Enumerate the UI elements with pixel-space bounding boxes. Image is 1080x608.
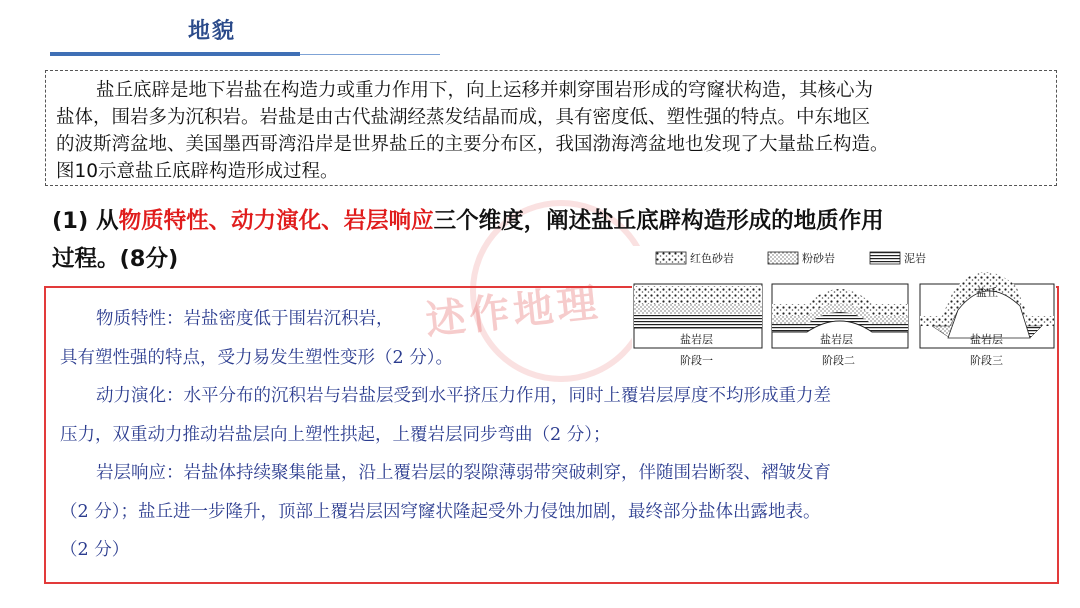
legend-siltstone: 粉砂岩 — [802, 252, 835, 265]
watermark-text: 述作地理 — [423, 279, 604, 345]
title-underline — [50, 52, 300, 56]
intro-line: 盐体，围岩多为沉积岩。岩盐是由古代盐湖经蒸发结晶而成，具有密度低、塑性强的特点。中东地区 — [56, 107, 871, 128]
stage-two-label: 阶段二 — [822, 354, 855, 367]
legend-mudstone: 泥岩 — [904, 252, 926, 265]
salt-dome-svg — [632, 246, 1056, 370]
question-middle: 三个维度，阐述盐丘底辟构造形成的地质作用 — [433, 208, 884, 234]
salt-dome-label: 盐丘 — [976, 286, 998, 299]
question-suffix: 过程。(8分) — [52, 246, 179, 272]
answer-line: 具有塑性强的特点，受力易发生塑性变形（2 分）。 — [60, 347, 453, 368]
figure-legend — [656, 251, 926, 265]
salt-layer-label: 盐岩层 — [680, 333, 713, 346]
stage-one-diagram — [634, 284, 762, 367]
intro-line: 盐丘底辟是地下岩盐在构造力或重力作用下，向上运移并刺穿围岩形成的穹窿状构造，其核心为 — [96, 80, 874, 101]
intro-line: 的波斯湾盆地、美国墨西哥湾沿岸是世界盐丘的主要分布区，我国渤海湾盆地也发现了大量盐丘构造。 — [56, 134, 889, 155]
stage-one-label: 阶段一 — [680, 354, 713, 367]
intro-paragraph-box — [45, 70, 1057, 186]
answer-line: （2 分）；盐丘进一步隆升，顶部上覆岩层因穹窿状隆起受外力侵蚀加剧，最终部分盐体出露地表。 — [60, 501, 821, 522]
salt-dome-diagram — [632, 246, 1056, 370]
salt-layer-label: 盐岩层 — [820, 333, 853, 346]
answer-line: 岩层响应：岩盐体持续聚集能量，沿上覆岩层的裂隙薄弱带突破刺穿，伴随围岩断裂、褶皱发育 — [96, 463, 831, 483]
stage-two-diagram — [772, 284, 908, 367]
stage-three-diagram — [920, 272, 1054, 367]
stage-three-label: 阶段三 — [970, 354, 1003, 367]
answer-line: 压力，双重动力推动岩盐层向上塑性拱起，上覆岩层同步弯曲（2 分）； — [60, 424, 611, 445]
question-prefix: (1) 从 — [52, 208, 119, 234]
answer-line: 动力演化：水平分布的沉积岩与岩盐层受到水平挤压力作用，同时上覆岩层厚度不均形成重力差 — [96, 386, 831, 406]
salt-layer-label: 盐岩层 — [970, 333, 1003, 346]
title-underline-thin — [300, 54, 440, 55]
legend-red-sandstone: 红色砂岩 — [690, 252, 734, 265]
answer-line: 物质特性：岩盐密度低于围岩沉积岩， — [96, 309, 394, 329]
intro-line: 图10示意盐丘底辟构造形成过程。 — [56, 161, 339, 182]
answer-line: （2 分） — [60, 540, 130, 560]
page-title: 地貌 — [188, 18, 237, 44]
question-highlight: 物质特性、动力演化、岩层响应 — [118, 208, 434, 234]
